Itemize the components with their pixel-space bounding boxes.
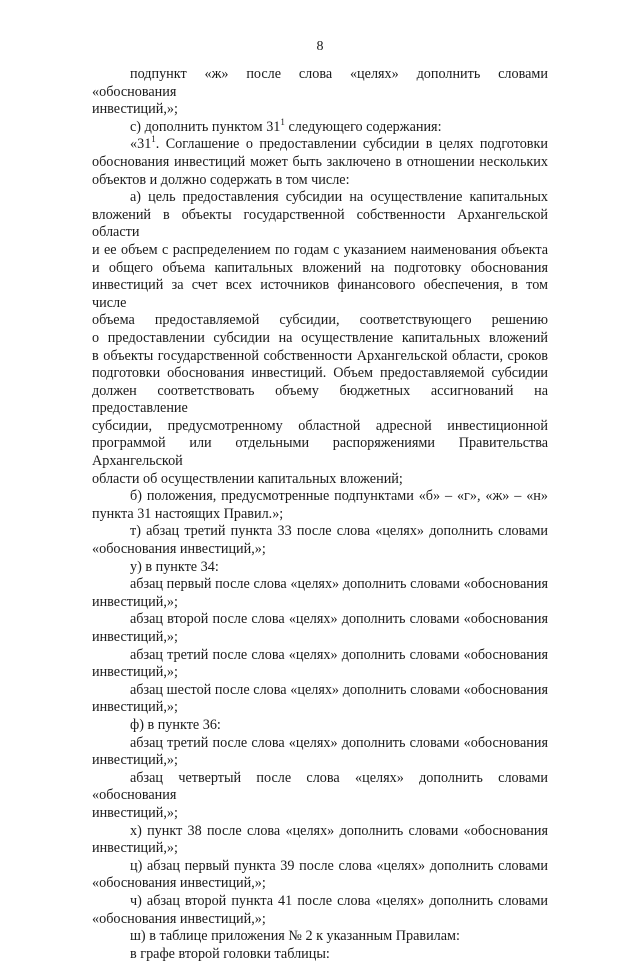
- text-line: объектов и должно содержать в том числе:: [92, 171, 350, 188]
- paragraph: [92, 576, 548, 611]
- text-line: инвестиций за счет всех источников финансового обеспечения, в том числе: [92, 277, 548, 311]
- text-line: вложений в объекты государственной собственности Архангельской области: [92, 206, 548, 241]
- paragraph: [92, 858, 548, 893]
- text-line: инвестиций,»;: [92, 699, 178, 716]
- paragraph: [92, 488, 548, 523]
- text-line: должен соответствовать объему бюджетных ассигнований на предоставление: [92, 382, 548, 417]
- text-line: абзац второй после слова «целях» дополнить словами «обоснования: [130, 611, 548, 628]
- paragraph: [92, 559, 548, 577]
- paragraph: [92, 647, 548, 682]
- text-line: в графе второй головки таблицы:: [130, 945, 330, 962]
- paragraph: [92, 823, 548, 858]
- page-number: 8: [316, 39, 324, 54]
- text-line: субсидии, предусмотренному областной адресной инвестиционной: [92, 417, 548, 434]
- text-line: обоснования инвестиций может быть заключено в отношении нескольких: [92, 153, 548, 170]
- text-line: т) абзац третий пункта 33 после слова «целях» дополнить словами: [130, 523, 548, 540]
- paragraph: [92, 523, 548, 558]
- text-line: абзац третий после слова «целях» дополнить словами «обоснования: [130, 646, 548, 663]
- paragraph: [92, 611, 548, 646]
- text-line: подпункт «ж» после слова «целях» дополнить словами «обоснования: [92, 66, 548, 100]
- text-line: и ее объем с распределением по годам с указанием наименования объекта: [92, 241, 548, 258]
- paragraph: [92, 893, 548, 928]
- paragraph: [92, 66, 548, 119]
- text-line: подготовки обоснования инвестиций. Объем предоставляемой субсидии: [92, 365, 548, 382]
- text-line: с) дополнить пунктом $31^1$ следующего содержания:: [130, 116, 442, 135]
- text-line: абзац четвертый после слова «целях» дополнить словами «обоснования: [92, 769, 548, 804]
- text-line: «обоснования инвестиций,»;: [92, 541, 266, 558]
- text-line: инвестиций,»;: [92, 629, 178, 645]
- text-line: инвестиций,»;: [92, 101, 178, 118]
- paragraph: [92, 189, 548, 488]
- text-line: а) цель предоставления субсидии на осуществление капитальных: [130, 189, 548, 206]
- document-body: [92, 66, 548, 963]
- paragraph: [92, 116, 548, 137]
- text-line: программой или отдельными распоряжениями Правительства Архангельской: [92, 435, 548, 470]
- text-line: о предоставлении субсидии на осуществление капитальных вложений: [92, 329, 548, 346]
- text-line: у) в пункте 34:: [130, 558, 219, 575]
- text-line: пункта 31 настоящих Правил.»;: [92, 505, 284, 522]
- text-line: ц) абзац первый пункта 39 после слова «целях» дополнить словами: [130, 857, 548, 874]
- text-line: х) пункт 38 после слова «целях» дополнить словами «обоснования: [130, 822, 548, 839]
- paragraph: [92, 682, 548, 717]
- text-line: объема предоставляемой субсидии, соответствующего решению: [92, 312, 548, 329]
- text-line: инвестиций,»;: [92, 664, 178, 681]
- text-line: абзац первый после слова «целях» дополнить словами «обоснования: [130, 576, 548, 593]
- text-line: и общего объема капитальных вложений на подготовку обоснования: [92, 259, 548, 276]
- text-line: «$31^1$. Соглашение о предоставлении субсидии в целях подготовки: [130, 134, 548, 153]
- text-line: области об осуществлении капитальных вложений;: [92, 470, 403, 487]
- paragraph: [92, 770, 548, 823]
- text-line: инвестиций,»;: [92, 840, 178, 857]
- text-line: в объекты государственной собственности Архангельской области, сроков: [92, 347, 548, 364]
- text-line: абзац третий после слова «целях» дополнить словами «обоснования: [130, 734, 548, 751]
- text-line: инвестиций,»;: [92, 593, 178, 610]
- paragraph: [92, 136, 548, 189]
- text-line: «обоснования инвестиций,»;: [92, 910, 266, 927]
- text-line: инвестиций,»;: [92, 752, 178, 769]
- text-line: б) положения, предусмотренные подпунктами «б» – «г», «ж» – «н»: [130, 488, 548, 505]
- paragraph: [92, 717, 548, 735]
- paragraph: [92, 735, 548, 770]
- text-line: ф) в пункте 36:: [130, 716, 221, 733]
- text-line: «обоснования инвестиций,»;: [92, 875, 266, 892]
- text-line: инвестиций,»;: [92, 804, 178, 821]
- text-line: ш) в таблице приложения № 2 к указанным Правилам:: [130, 928, 460, 945]
- text-line: абзац шестой после слова «целях» дополнить словами «обоснования: [130, 681, 548, 698]
- paragraph: [92, 946, 548, 963]
- paragraph: [92, 928, 548, 946]
- text-line: ч) абзац второй пункта 41 после слова «целях» дополнить словами: [130, 892, 548, 909]
